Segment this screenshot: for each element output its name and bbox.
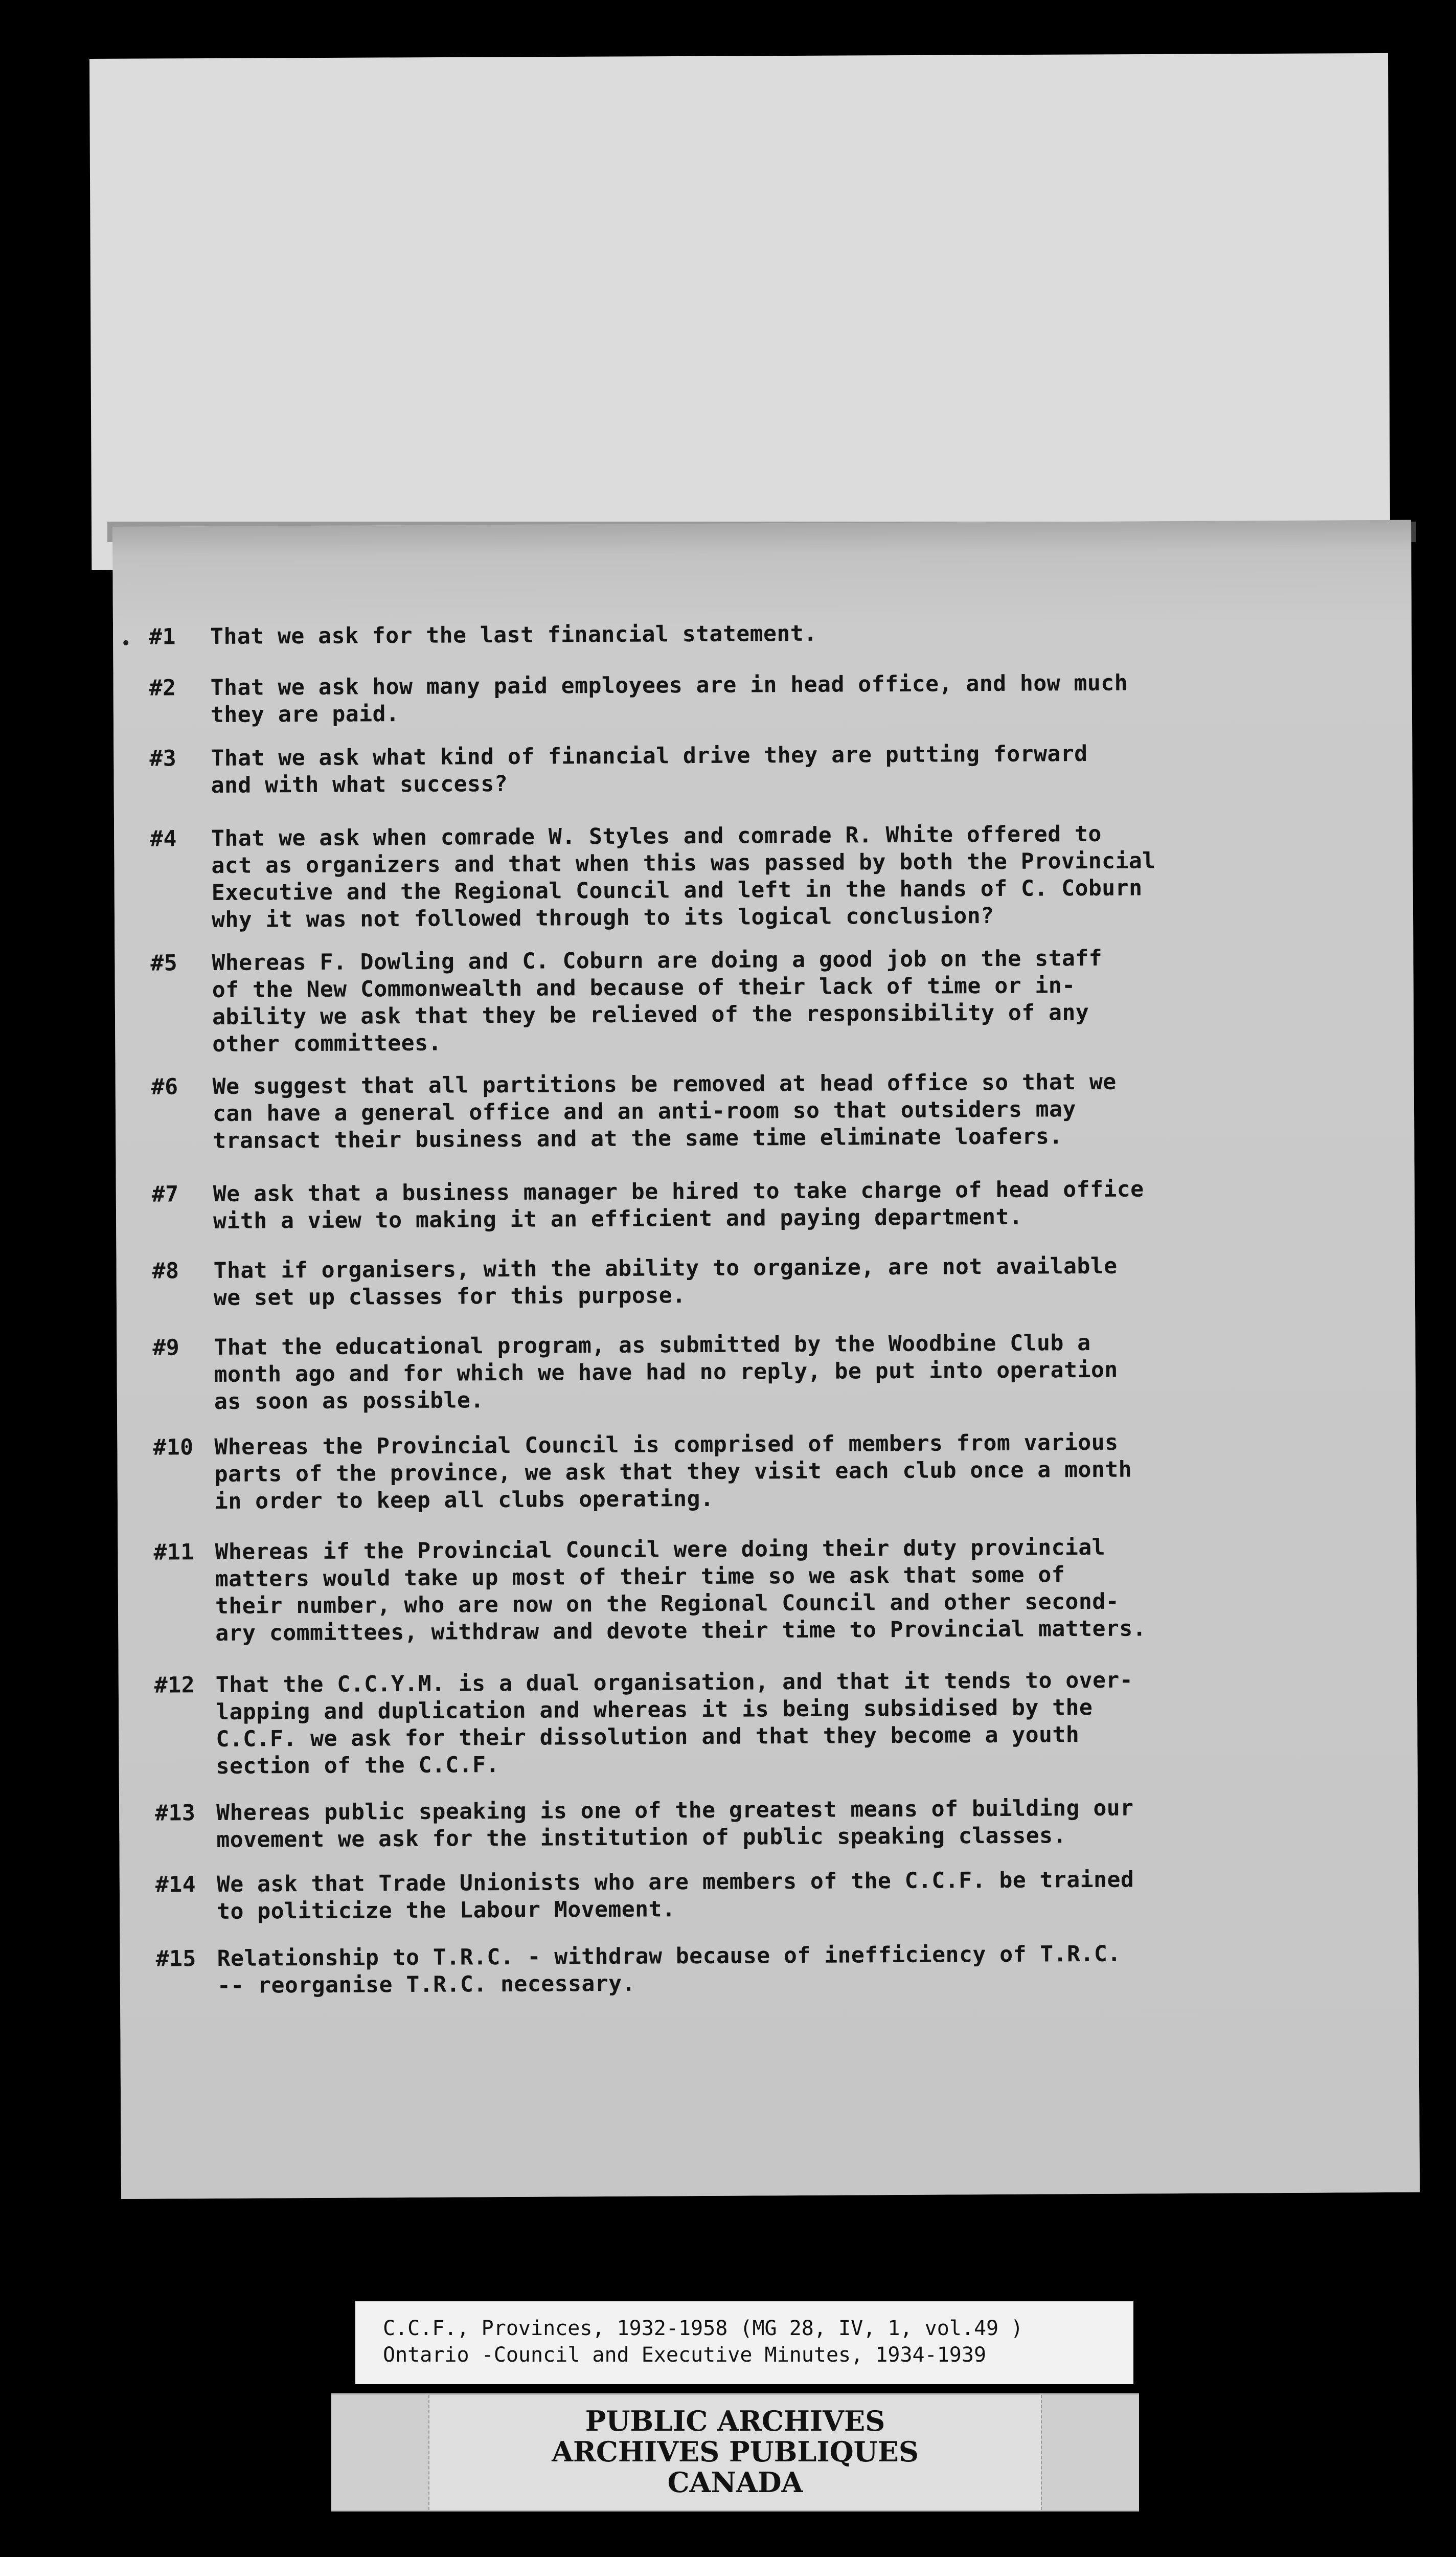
item-text: That we ask when comrade W. Styles and comrade R. White offered to act as organizers and that when this was passed by both the Provincial Executive and the Regional Council and left in the hands of C. Coburn why it was not followed through to its logical conclusion?: [211, 821, 1156, 933]
archive-reference-line: Ontario -Council and Executive Minutes, 1934-1939: [383, 2343, 987, 2367]
stamp-line: CANADA: [667, 2466, 803, 2499]
item-text: That the C.C.Y.M. is a dual organisation, and that it tends to over- lapping and duplication and whereas it is being subsidised by the C.C.F. we ask for their dissolution and that they become a youth section of the C.C.F.: [215, 1667, 1133, 1779]
archive-reference-label: [355, 2301, 1133, 2384]
item-text: We ask that Trade Unionists who are members of the C.C.F. be trained to politicize the Labour Movement.: [216, 1867, 1134, 1924]
item-number: #7: [151, 1181, 179, 1207]
item-number: #10: [153, 1434, 194, 1461]
item-text: Whereas if the Provincial Council were doing their duty provincial matters would take up most of their time so we ask that some of their number, who are now on the Regional Council and other second- ary committees, withdraw and devote their time to Provincial matters.: [215, 1534, 1147, 1646]
item-text: Whereas F. Dowling and C. Coburn are doing a good job on the staff of the New Commonwealth and because of their lack of time or in- ability we ask that they be relieved of the responsibility of any other committees.: [212, 945, 1103, 1057]
item-number: #12: [154, 1672, 195, 1698]
list-item: [155, 1793, 1372, 1853]
item-text: Relationship to T.R.C. - withdraw because of inefficiency of T.R.C. -- reorganise T.R.C. necessary.: [217, 1941, 1121, 1999]
archive-reference-line: C.C.F., Provinces, 1932-1958 (MG 28, IV, 1, vol.49 ): [383, 2317, 1023, 2340]
list-item: [155, 1865, 1372, 1924]
item-number: #6: [151, 1074, 178, 1100]
list-item: [149, 739, 1366, 798]
item-number: #4: [150, 826, 177, 852]
item-number: #9: [152, 1335, 180, 1361]
list-item: [150, 819, 1367, 933]
item-text: That we ask what kind of financial drive they are putting forward and with what success?: [211, 741, 1088, 798]
item-text: We suggest that all partitions be removed at head office so that we can have a general office and an anti-room so that outsiders may transact their business and at the same time eliminate loafers.: [212, 1069, 1117, 1154]
item-number: #5: [150, 950, 178, 976]
item-number: #2: [149, 675, 176, 701]
stamp-line: PUBLIC ARCHIVES: [585, 2405, 885, 2437]
item-number: #8: [152, 1258, 179, 1284]
overlapping-sheet: [89, 53, 1390, 570]
item-text: That we ask for the last financial statement.: [210, 620, 817, 650]
item-text: Whereas public speaking is one of the greatest means of building our movement we ask for the institution of public speaking classes.: [216, 1795, 1134, 1853]
list-item: [151, 1067, 1368, 1154]
typed-document-page: [112, 520, 1420, 2199]
item-number: #1: [148, 624, 176, 650]
stamp-line: ARCHIVES PUBLIQUES: [552, 2435, 919, 2468]
item-text: That if organisers, with the ability to organize, are not available we set up classes for this purpose.: [213, 1253, 1118, 1311]
item-text: That the educational program, as submitted by the Woodbine Club a month ago and for which we have had no reply, be put into operation as soon as possible.: [214, 1330, 1118, 1415]
item-text: That we ask how many paid employees are in head office, and how much they are paid.: [210, 670, 1128, 728]
list-item: [152, 1251, 1369, 1311]
archives-stamp: [331, 2393, 1139, 2511]
item-number: #14: [155, 1872, 196, 1898]
item-number: #15: [155, 1946, 196, 1972]
margin-mark: [123, 640, 128, 645]
list-item: [149, 668, 1366, 728]
item-number: #11: [153, 1539, 194, 1565]
item-text: We ask that a business manager be hired to take charge of head office with a view to making it an efficient and paying department.: [213, 1176, 1144, 1234]
list-item: [151, 1175, 1369, 1234]
list-item: [155, 1939, 1373, 1999]
item-number: #13: [155, 1800, 196, 1826]
list-item: [150, 944, 1367, 1057]
item-text: Whereas the Provincial Council is comprised of members from various parts of the province, we ask that they visit each club once a month in order to keep all clubs operating.: [214, 1429, 1132, 1514]
list-item: [148, 617, 1366, 650]
list-item: [153, 1533, 1370, 1646]
list-item: [153, 1428, 1370, 1514]
list-item: [154, 1666, 1371, 1779]
list-item: [152, 1328, 1369, 1415]
item-number: #3: [149, 746, 177, 772]
